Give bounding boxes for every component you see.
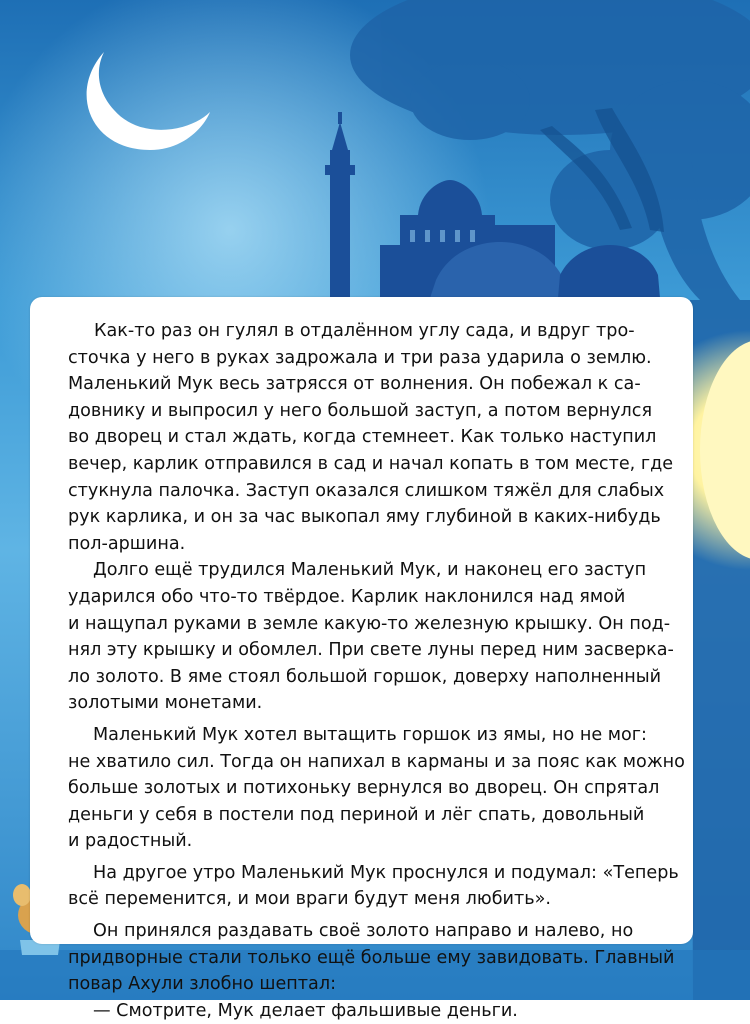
text-line: нял эту крышку и обомлел. При свете луны перед ним засверка-	[68, 640, 674, 661]
text-line: Маленький Мук весь затрясся от волнения. Он побежал к са-	[68, 374, 641, 395]
text-line: пол-аршина.	[68, 533, 186, 554]
story-text	[68, 318, 685, 1024]
text-line: Как-то раз он гулял в отдалённом углу сада, и вдруг тро-	[94, 321, 635, 341]
text-line: во дворец и стал ждать, когда стемнеет. Как только наступил	[68, 427, 657, 448]
text-line: ударился обо что-то твёрдое. Карлик наклонился над ямой	[68, 586, 626, 607]
text-line: довнику и выпросил у него большой заступ, а потом вернулся	[68, 400, 653, 421]
text-line: вечер, карлик отправился в сад и начал копать в том месте, где	[68, 453, 674, 474]
text-line: Долго ещё трудился Маленький Мук, и наконец его заступ	[93, 560, 647, 581]
text-line: Маленький Мук хотел вытащить горшок из ямы, но не мог:	[93, 724, 647, 745]
text-line: деньги у себя в постели под периной и лёг спать, довольный	[68, 804, 645, 825]
text-line: стукнула палочка. Заступ оказался слишком тяжёл для слабых	[68, 480, 665, 501]
text-line: На другое утро Маленький Мук проснулся и подумал: «Теперь	[93, 862, 679, 883]
text-line: повар Ахули злобно шептал:	[68, 974, 337, 995]
text-line: золотыми монетами.	[68, 693, 263, 714]
text-line: всё переменится, и мои враги будут меня любить».	[68, 889, 551, 910]
text-line: придворные стали только ещё больше ему завидовать. Главный	[68, 947, 675, 968]
text-line: Он принялся раздавать своё золото направо и налево, но	[93, 921, 634, 942]
text-line: больше золотых и потихоньку вернулся во дворец. Он спрятал	[68, 778, 660, 799]
text-line: и радостный.	[68, 831, 193, 852]
text-line: — Смотрите, Мук делает фальшивые деньги.	[93, 1000, 518, 1021]
text-line: и нащупал руками в земле какую-то железную крышку. Он под-	[68, 613, 671, 634]
text-line: сточка у него в руках задрожала и три раза ударила о землю.	[68, 347, 652, 368]
text-line: рук карлика, и он за час выкопал яму глубиной в каких-нибудь	[68, 507, 661, 528]
text-line: не хватило сил. Тогда он напихал в карманы и за пояс как можно	[68, 751, 685, 772]
text-line: ло золото. В яме стоял большой горшок, доверху наполненный	[68, 666, 662, 687]
